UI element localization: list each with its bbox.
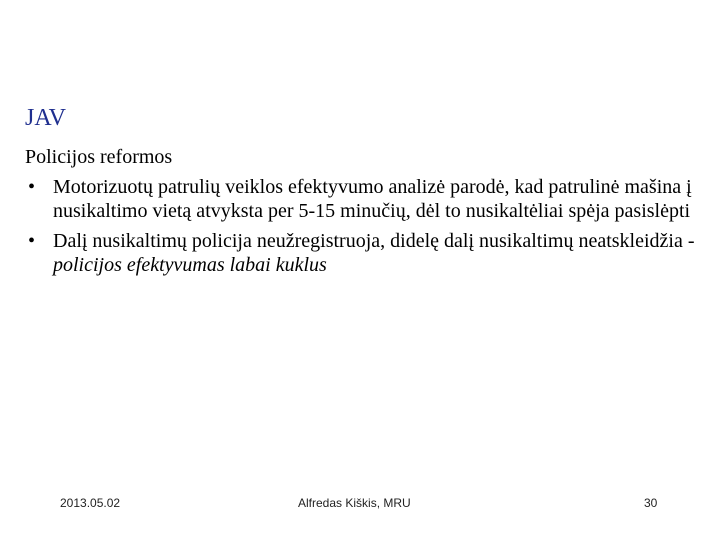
footer-page-number: 30 <box>644 496 658 510</box>
slide-subtitle: Policijos reformos <box>25 146 173 168</box>
bullet-icon: • <box>28 230 36 252</box>
slide-content <box>25 145 695 277</box>
bullet-item <box>25 229 695 277</box>
footer-date: 2013.05.02 <box>60 496 121 510</box>
bullet-item <box>25 175 695 223</box>
footer-author: Alfredas Kiškis, MRU <box>298 496 411 510</box>
bullet-text: Motorizuotų patrulių veiklos efektyvumo analizė parodė, kad patrulinė mašina į nusikaltimo vietą atvyksta per 5-15 minučių, dėl to nusikaltėliai spėja pasislėpti <box>53 176 692 222</box>
bullet-text-emphasis: policijos efektyvumas labai kuklus <box>53 254 327 276</box>
bullet-text <box>53 230 695 276</box>
bullet-list <box>25 175 695 277</box>
bullet-icon: • <box>28 176 36 198</box>
bullet-text-plain: Dalį nusikaltimų policija neužregistruoja, didelę dalį nusikaltimų neatskleidžia - <box>53 230 695 252</box>
slide-title: JAV <box>25 105 66 131</box>
